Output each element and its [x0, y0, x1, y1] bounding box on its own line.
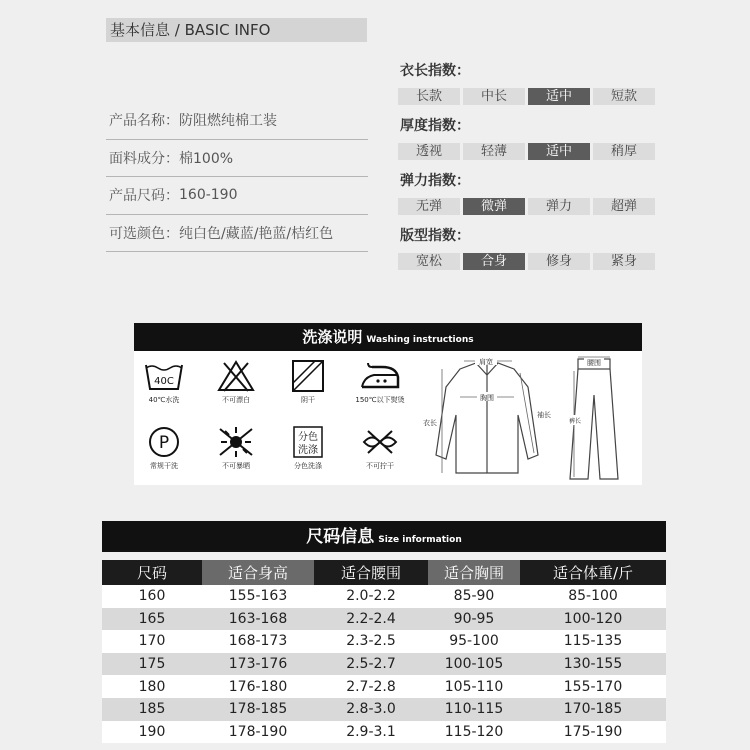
index-option: 稍厚	[593, 143, 655, 160]
no-bleach-icon	[216, 359, 256, 393]
index-elasticity	[398, 170, 663, 225]
size-table	[102, 560, 666, 743]
product-row-name	[106, 102, 368, 140]
table-cell: 85-100	[520, 585, 666, 608]
product-key: 面料成分：	[109, 150, 179, 167]
table-cell: 178-190	[202, 721, 314, 744]
table-cell: 2.3-2.5	[314, 630, 428, 653]
care-item-sun	[206, 425, 266, 471]
care-label: 40℃水洗	[148, 396, 180, 404]
table-row	[102, 721, 666, 744]
care-label: 不可漂白	[222, 396, 250, 404]
care-item-dryclean	[134, 425, 194, 471]
table-cell: 175	[102, 653, 202, 676]
size-header	[102, 521, 666, 552]
care-label: 不可拧干	[366, 462, 394, 470]
table-row	[102, 585, 666, 608]
index-option: 轻薄	[463, 143, 525, 160]
shade-dry-icon	[288, 359, 328, 393]
index-option: 弹力	[528, 198, 590, 215]
index-options	[398, 198, 663, 215]
size-title-cn: 尺码信息	[306, 527, 375, 547]
jacket-diagram	[420, 355, 554, 483]
size-info-section	[102, 521, 666, 743]
product-info-list	[106, 102, 368, 252]
care-item-iron	[350, 359, 410, 405]
svg-text:肩宽: 肩宽	[479, 358, 493, 366]
table-cell: 130-155	[520, 653, 666, 676]
washing-header	[134, 323, 642, 351]
index-fit	[398, 225, 663, 280]
index-option: 超弹	[593, 198, 655, 215]
table-cell: 160	[102, 585, 202, 608]
table-cell: 100-120	[520, 608, 666, 631]
index-option: 长款	[398, 88, 460, 105]
table-cell: 2.7-2.8	[314, 675, 428, 698]
washing-instructions	[134, 323, 642, 485]
table-cell: 190	[102, 721, 202, 744]
table-cell: 105-110	[428, 675, 520, 698]
svg-text:衣长: 衣长	[423, 419, 437, 427]
table-cell: 176-180	[202, 675, 314, 698]
table-cell: 163-168	[202, 608, 314, 631]
table-cell: 175-190	[520, 721, 666, 744]
product-row-size	[106, 177, 368, 215]
index-option: 适中	[528, 143, 590, 160]
care-label: 分色洗涤	[294, 462, 322, 470]
care-label: 不可暴晒	[222, 462, 250, 470]
care-item-bleach	[206, 359, 266, 405]
dry-clean-icon	[144, 425, 184, 459]
table-cell: 170	[102, 630, 202, 653]
index-option: 紧身	[593, 253, 655, 270]
table-cell: 2.0-2.2	[314, 585, 428, 608]
table-cell: 85-90	[428, 585, 520, 608]
index-option: 透视	[398, 143, 460, 160]
care-label: 150℃以下熨烫	[355, 396, 405, 404]
index-options	[398, 88, 663, 105]
svg-text:P: P	[158, 433, 170, 453]
svg-text:腰围: 腰围	[587, 359, 601, 367]
product-value: 纯白色/藏蓝/艳蓝/桔红色	[179, 225, 334, 242]
table-cell: 185	[102, 698, 202, 721]
table-row	[102, 608, 666, 631]
table-row	[102, 630, 666, 653]
svg-text:40C: 40C	[154, 376, 174, 387]
pants-diagram	[564, 355, 624, 483]
washing-title-en: Washing instructions	[366, 335, 474, 345]
index-option: 短款	[593, 88, 655, 105]
table-cell: 110-115	[428, 698, 520, 721]
table-cell: 90-95	[428, 608, 520, 631]
index-option: 中长	[463, 88, 525, 105]
svg-text:洗涤: 洗涤	[298, 445, 318, 456]
wash-40-icon	[144, 359, 184, 393]
product-row-colors	[106, 215, 368, 253]
table-cell: 178-185	[202, 698, 314, 721]
index-title: 衣长指数：	[400, 63, 470, 79]
index-option: 修身	[528, 253, 590, 270]
index-option: 无弹	[398, 198, 460, 215]
svg-text:裤长: 裤长	[568, 418, 582, 425]
table-cell: 115-120	[428, 721, 520, 744]
table-cell: 165	[102, 608, 202, 631]
fit-indices-panel	[398, 60, 663, 280]
table-row	[102, 675, 666, 698]
table-cell: 2.2-2.4	[314, 608, 428, 631]
product-value: 棉100%	[179, 150, 234, 167]
table-cell: 173-176	[202, 653, 314, 676]
column-header: 尺码	[102, 560, 202, 585]
table-cell: 2.5-2.7	[314, 653, 428, 676]
svg-text:分色: 分色	[298, 432, 318, 443]
index-title: 版型指数：	[400, 228, 470, 244]
size-table-body	[102, 585, 666, 743]
index-title: 弹力指数：	[400, 173, 470, 189]
table-cell: 115-135	[520, 630, 666, 653]
product-value: 160-190	[179, 187, 238, 204]
table-cell: 2.8-3.0	[314, 698, 428, 721]
care-item-wash	[134, 359, 194, 405]
index-option: 微弹	[463, 198, 525, 215]
table-cell: 2.9-3.1	[314, 721, 428, 744]
index-options	[398, 253, 663, 270]
care-item-dry	[278, 359, 338, 405]
index-length	[398, 60, 663, 115]
care-item-wring	[350, 425, 410, 471]
table-cell: 155-170	[520, 675, 666, 698]
table-cell: 170-185	[520, 698, 666, 721]
basic-info-header: 基本信息 / BASIC INFO	[106, 18, 367, 42]
iron-150-icon	[358, 359, 402, 393]
table-row	[102, 653, 666, 676]
product-key: 可选颜色：	[109, 225, 179, 242]
product-key: 产品尺码：	[109, 188, 179, 205]
index-option: 宽松	[398, 253, 460, 270]
no-wring-icon	[358, 425, 402, 459]
separate-wash-icon	[288, 425, 328, 459]
table-cell: 168-173	[202, 630, 314, 653]
table-row	[102, 698, 666, 721]
care-label: 阴干	[301, 396, 315, 404]
column-header: 适合体重/斤	[520, 560, 666, 585]
index-option: 合身	[463, 253, 525, 270]
table-cell: 100-105	[428, 653, 520, 676]
svg-text:胸围: 胸围	[480, 394, 494, 402]
index-title: 厚度指数：	[400, 118, 470, 134]
table-cell: 180	[102, 675, 202, 698]
index-thickness	[398, 115, 663, 170]
washing-title-cn: 洗涤说明	[302, 328, 363, 346]
table-cell: 95-100	[428, 630, 520, 653]
product-row-fabric	[106, 140, 368, 178]
table-cell: 155-163	[202, 585, 314, 608]
column-header: 适合胸围	[428, 560, 520, 585]
product-key: 产品名称：	[109, 113, 179, 130]
svg-text:袖长: 袖长	[537, 411, 551, 419]
column-header: 适合身高	[202, 560, 314, 585]
product-value: 防阻燃纯棉工装	[179, 113, 277, 130]
size-title-en: Size information	[378, 535, 462, 545]
care-item-separate	[278, 425, 338, 471]
column-header: 适合腰围	[314, 560, 428, 585]
care-label: 常规干洗	[150, 462, 178, 470]
index-option: 适中	[528, 88, 590, 105]
no-sun-icon	[216, 425, 256, 459]
index-options	[398, 143, 663, 160]
